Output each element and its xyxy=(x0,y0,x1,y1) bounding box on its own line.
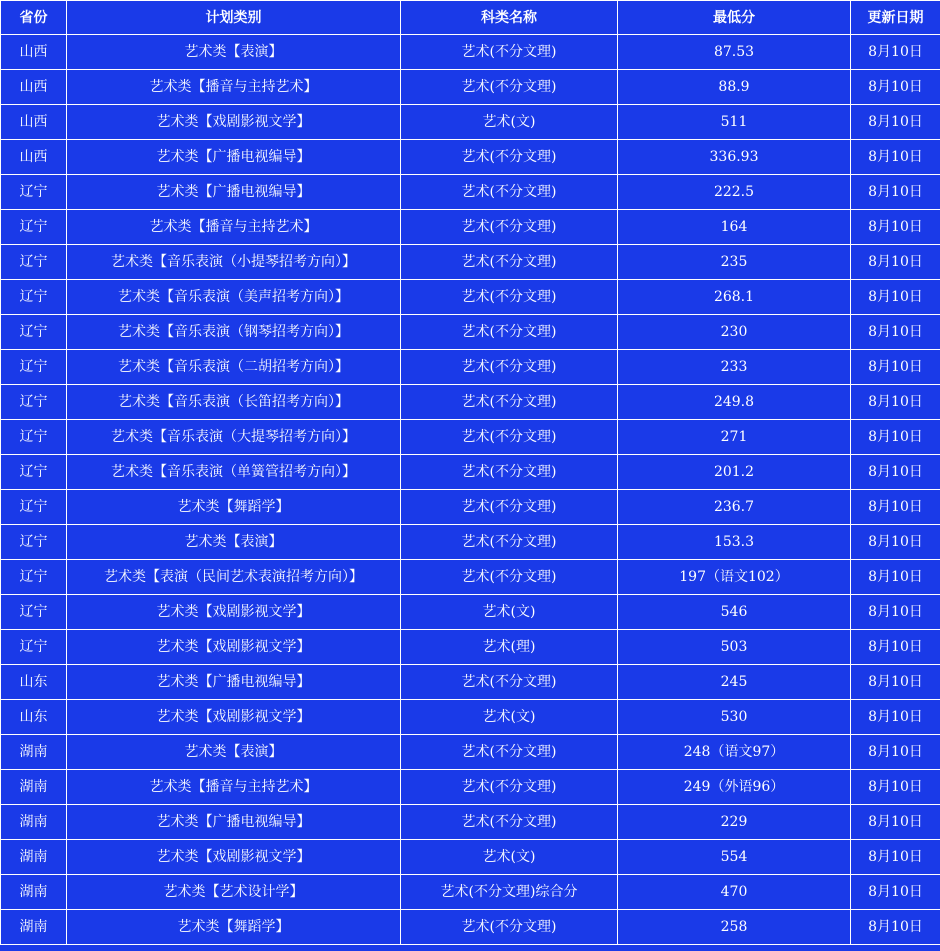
cell-plan-category: 艺术类【音乐表演（二胡招考方向）】 xyxy=(67,350,401,385)
header-row xyxy=(1,1,940,35)
cell-province: 辽宁 xyxy=(1,595,67,630)
cell-plan-category: 艺术类【戏剧影视文学】 xyxy=(67,595,401,630)
cell-province: 山西 xyxy=(1,35,67,70)
cell-plan-category: 艺术类【艺术设计学】 xyxy=(67,875,401,910)
cell-min-score: 530 xyxy=(618,700,851,735)
cell-min-score: 164 xyxy=(618,210,851,245)
cell-province: 湖南 xyxy=(1,840,67,875)
cell-province: 辽宁 xyxy=(1,280,67,315)
cell-min-score: 249.8 xyxy=(618,385,851,420)
header-plan-category: 计划类别 xyxy=(67,1,401,35)
cell-min-score: 249（外语96） xyxy=(618,770,851,805)
cell-update-date: 8月10日 xyxy=(851,140,940,175)
cell-min-score: 87.53 xyxy=(618,35,851,70)
cell-plan-category: 艺术类【音乐表演（钢琴招考方向）】 xyxy=(67,315,401,350)
cell-province: 辽宁 xyxy=(1,630,67,665)
table-row xyxy=(1,735,940,770)
table-row xyxy=(1,910,940,945)
cell-province: 辽宁 xyxy=(1,350,67,385)
cell-province: 辽宁 xyxy=(1,455,67,490)
table-row xyxy=(1,665,940,700)
table-row xyxy=(1,35,940,70)
cell-update-date: 8月10日 xyxy=(851,840,940,875)
table-row xyxy=(1,455,940,490)
cell-province: 山西 xyxy=(1,140,67,175)
cell-min-score: 511 xyxy=(618,105,851,140)
cell-min-score: 470 xyxy=(618,875,851,910)
cell-min-score: 236.7 xyxy=(618,490,851,525)
cell-province: 湖南 xyxy=(1,875,67,910)
cell-subject-category: 艺术(不分文理)综合分 xyxy=(401,875,618,910)
cell-update-date: 8月10日 xyxy=(851,455,940,490)
cell-plan-category: 艺术类【戏剧影视文学】 xyxy=(67,630,401,665)
cell-update-date: 8月10日 xyxy=(851,35,940,70)
cell-plan-category: 艺术类【广播电视编导】 xyxy=(67,665,401,700)
table-row xyxy=(1,595,940,630)
cell-update-date: 8月10日 xyxy=(851,910,940,945)
cell-plan-category: 艺术类【表演】 xyxy=(67,735,401,770)
cell-province: 辽宁 xyxy=(1,210,67,245)
cell-plan-category: 艺术类【表演（民间艺术表演招考方向）】 xyxy=(67,560,401,595)
cell-min-score: 245 xyxy=(618,665,851,700)
cell-update-date: 8月10日 xyxy=(851,525,940,560)
table-row xyxy=(1,245,940,280)
cell-subject-category: 艺术(不分文理) xyxy=(401,245,618,280)
cell-plan-category: 艺术类【音乐表演（小提琴招考方向）】 xyxy=(67,245,401,280)
header-subject-category: 科类名称 xyxy=(401,1,618,35)
cell-min-score: 88.9 xyxy=(618,70,851,105)
cell-min-score: 336.93 xyxy=(618,140,851,175)
cell-min-score: 248（语文97） xyxy=(618,735,851,770)
cell-update-date: 8月10日 xyxy=(851,175,940,210)
table-row xyxy=(1,70,940,105)
cell-subject-category: 艺术(文) xyxy=(401,105,618,140)
table-row xyxy=(1,630,940,665)
cell-subject-category: 艺术(不分文理) xyxy=(401,490,618,525)
cell-subject-category: 艺术(不分文理) xyxy=(401,210,618,245)
table-row xyxy=(1,525,940,560)
cell-subject-category: 艺术(理) xyxy=(401,630,618,665)
cell-min-score: 201.2 xyxy=(618,455,851,490)
cell-update-date: 8月10日 xyxy=(851,70,940,105)
table-row xyxy=(1,280,940,315)
cell-province: 湖南 xyxy=(1,805,67,840)
cell-update-date: 8月10日 xyxy=(851,490,940,525)
cell-province: 辽宁 xyxy=(1,385,67,420)
cell-min-score: 222.5 xyxy=(618,175,851,210)
cell-subject-category: 艺术(不分文理) xyxy=(401,175,618,210)
cell-min-score: 503 xyxy=(618,630,851,665)
table-row xyxy=(1,560,940,595)
cell-province: 山东 xyxy=(1,665,67,700)
cell-update-date: 8月10日 xyxy=(851,560,940,595)
cell-subject-category: 艺术(不分文理) xyxy=(401,455,618,490)
cell-min-score: 229 xyxy=(618,805,851,840)
table-row xyxy=(1,350,940,385)
cell-plan-category: 艺术类【戏剧影视文学】 xyxy=(67,105,401,140)
cell-update-date: 8月10日 xyxy=(851,245,940,280)
cell-update-date: 8月10日 xyxy=(851,280,940,315)
cell-plan-category: 艺术类【播音与主持艺术】 xyxy=(67,210,401,245)
table-row xyxy=(1,175,940,210)
cell-update-date: 8月10日 xyxy=(851,630,940,665)
cell-province: 辽宁 xyxy=(1,420,67,455)
cell-update-date: 8月10日 xyxy=(851,350,940,385)
cell-update-date: 8月10日 xyxy=(851,315,940,350)
cell-subject-category: 艺术(不分文理) xyxy=(401,735,618,770)
cell-subject-category: 艺术(不分文理) xyxy=(401,315,618,350)
table-row xyxy=(1,315,940,350)
cell-update-date: 8月10日 xyxy=(851,805,940,840)
table-row xyxy=(1,840,940,875)
cell-update-date: 8月10日 xyxy=(851,420,940,455)
cell-plan-category: 艺术类【戏剧影视文学】 xyxy=(67,840,401,875)
cell-subject-category: 艺术(不分文理) xyxy=(401,770,618,805)
cell-province: 辽宁 xyxy=(1,560,67,595)
cell-subject-category: 艺术(不分文理) xyxy=(401,665,618,700)
cell-province: 山东 xyxy=(1,700,67,735)
cell-update-date: 8月10日 xyxy=(851,105,940,140)
cell-subject-category: 艺术(文) xyxy=(401,595,618,630)
cell-province: 湖南 xyxy=(1,910,67,945)
cell-subject-category: 艺术(不分文理) xyxy=(401,560,618,595)
cell-subject-category: 艺术(不分文理) xyxy=(401,525,618,560)
table-row xyxy=(1,770,940,805)
cell-province: 山西 xyxy=(1,70,67,105)
cell-province: 湖南 xyxy=(1,770,67,805)
cell-plan-category: 艺术类【表演】 xyxy=(67,35,401,70)
cell-plan-category: 艺术类【广播电视编导】 xyxy=(67,805,401,840)
cell-update-date: 8月10日 xyxy=(851,210,940,245)
cell-plan-category: 艺术类【表演】 xyxy=(67,525,401,560)
cell-plan-category: 艺术类【舞蹈学】 xyxy=(67,910,401,945)
cell-plan-category: 艺术类【戏剧影视文学】 xyxy=(67,700,401,735)
cell-min-score: 153.3 xyxy=(618,525,851,560)
table-body xyxy=(1,35,940,945)
cell-province: 辽宁 xyxy=(1,315,67,350)
cell-subject-category: 艺术(不分文理) xyxy=(401,70,618,105)
table-row xyxy=(1,490,940,525)
cell-subject-category: 艺术(不分文理) xyxy=(401,805,618,840)
cell-province: 辽宁 xyxy=(1,525,67,560)
cell-subject-category: 艺术(文) xyxy=(401,700,618,735)
cell-min-score: 554 xyxy=(618,840,851,875)
cell-plan-category: 艺术类【播音与主持艺术】 xyxy=(67,70,401,105)
table-row xyxy=(1,385,940,420)
cell-province: 湖南 xyxy=(1,735,67,770)
cell-update-date: 8月10日 xyxy=(851,770,940,805)
cell-min-score: 546 xyxy=(618,595,851,630)
table-row xyxy=(1,420,940,455)
table-row xyxy=(1,805,940,840)
cell-plan-category: 艺术类【音乐表演（大提琴招考方向）】 xyxy=(67,420,401,455)
table-header xyxy=(1,1,940,35)
cell-plan-category: 艺术类【舞蹈学】 xyxy=(67,490,401,525)
cell-min-score: 271 xyxy=(618,420,851,455)
cell-plan-category: 艺术类【音乐表演（单簧管招考方向）】 xyxy=(67,455,401,490)
cell-subject-category: 艺术(不分文理) xyxy=(401,140,618,175)
cell-plan-category: 艺术类【广播电视编导】 xyxy=(67,175,401,210)
cell-province: 辽宁 xyxy=(1,490,67,525)
header-min-score: 最低分 xyxy=(618,1,851,35)
cell-plan-category: 艺术类【广播电视编导】 xyxy=(67,140,401,175)
cell-plan-category: 艺术类【音乐表演（美声招考方向）】 xyxy=(67,280,401,315)
header-province: 省份 xyxy=(1,1,67,35)
cell-province: 辽宁 xyxy=(1,245,67,280)
cell-min-score: 235 xyxy=(618,245,851,280)
cell-subject-category: 艺术(不分文理) xyxy=(401,420,618,455)
cell-min-score: 258 xyxy=(618,910,851,945)
table-row xyxy=(1,700,940,735)
cell-province: 山西 xyxy=(1,105,67,140)
cell-province: 辽宁 xyxy=(1,175,67,210)
cell-update-date: 8月10日 xyxy=(851,385,940,420)
cell-min-score: 268.1 xyxy=(618,280,851,315)
cell-subject-category: 艺术(文) xyxy=(401,840,618,875)
cell-subject-category: 艺术(不分文理) xyxy=(401,280,618,315)
cell-min-score: 230 xyxy=(618,315,851,350)
cell-update-date: 8月10日 xyxy=(851,665,940,700)
cell-update-date: 8月10日 xyxy=(851,875,940,910)
cell-subject-category: 艺术(不分文理) xyxy=(401,385,618,420)
cell-subject-category: 艺术(不分文理) xyxy=(401,35,618,70)
cell-subject-category: 艺术(不分文理) xyxy=(401,350,618,385)
cell-update-date: 8月10日 xyxy=(851,735,940,770)
header-update-date: 更新日期 xyxy=(851,1,940,35)
cell-plan-category: 艺术类【播音与主持艺术】 xyxy=(67,770,401,805)
table-row xyxy=(1,210,940,245)
table-row xyxy=(1,875,940,910)
cell-min-score: 233 xyxy=(618,350,851,385)
cell-update-date: 8月10日 xyxy=(851,700,940,735)
table-row xyxy=(1,140,940,175)
table-row xyxy=(1,105,940,140)
cell-update-date: 8月10日 xyxy=(851,595,940,630)
cell-plan-category: 艺术类【音乐表演（长笛招考方向）】 xyxy=(67,385,401,420)
cell-subject-category: 艺术(不分文理) xyxy=(401,910,618,945)
cell-min-score: 197（语文102） xyxy=(618,560,851,595)
